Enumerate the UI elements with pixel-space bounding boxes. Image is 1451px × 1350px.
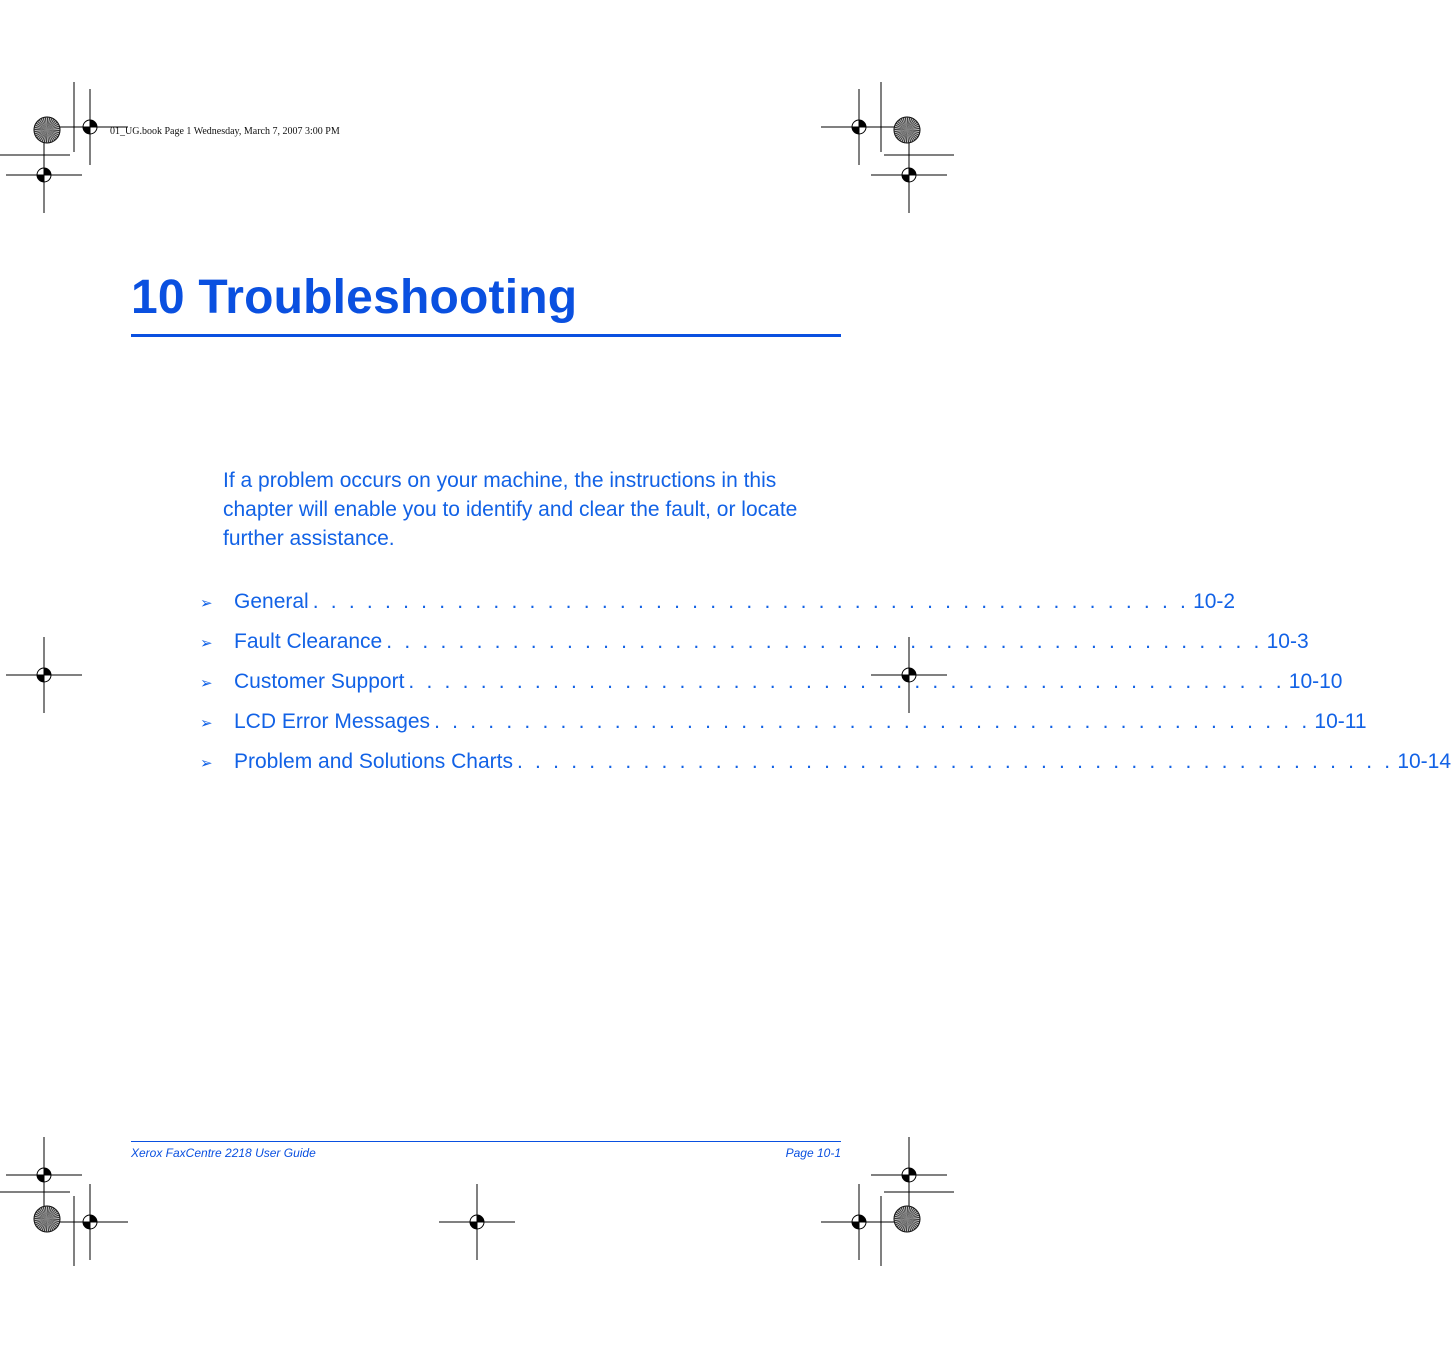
toc-page-number: 10-3: [1266, 630, 1309, 653]
footer-rule: [131, 1141, 841, 1142]
crosshair-mark-icon: [821, 89, 897, 165]
toc-page-number: 10-11: [1314, 710, 1367, 733]
toc-item-fault-clearance[interactable]: [200, 622, 1309, 662]
star-target-icon: [34, 1206, 60, 1232]
toc-label: General: [234, 590, 309, 613]
footer-page-number: Page 10-1: [785, 1146, 841, 1160]
toc-page-number: 10-14: [1397, 750, 1451, 773]
toc-item-general[interactable]: [200, 582, 1236, 622]
toc-page-number: 10-2: [1193, 590, 1236, 613]
star-target-icon: [34, 117, 60, 143]
arrow-bullet-icon: ➢: [200, 715, 213, 732]
toc-label: Customer Support: [234, 670, 405, 693]
toc-label: LCD Error Messages: [234, 710, 431, 733]
toc-leader-dots: . . . . . . . . . . . . . . . . . . . . . . . . . . . . . . . . . . . . . . . . . . . . . . . . .: [408, 670, 1285, 693]
arrow-bullet-icon: ➢: [200, 595, 213, 612]
arrow-bullet-icon: ➢: [200, 675, 213, 692]
toc-label: Fault Clearance: [234, 630, 383, 653]
crosshair-mark-icon: [871, 137, 947, 213]
title-rule: [131, 334, 841, 337]
toc-item-lcd-error-messages[interactable]: [200, 702, 1367, 742]
crosshair-mark-icon: [439, 1184, 515, 1260]
toc-leader-dots: . . . . . . . . . . . . . . . . . . . . . . . . . . . . . . . . . . . . . . . . . . . . . . . . .: [312, 590, 1190, 613]
crosshair-mark-icon: [6, 637, 82, 713]
arrow-bullet-icon: ➢: [200, 635, 213, 652]
toc-item-customer-support[interactable]: [200, 662, 1343, 702]
toc-leader-dots: . . . . . . . . . . . . . . . . . . . . . . . . . . . . . . . . . . . . . . . . . . . . . . . . .: [386, 630, 1263, 653]
crosshair-mark-icon: [52, 1184, 128, 1260]
print-slug: 01_UG.book Page 1 Wednesday, March 7, 2007 3:00 PM: [110, 126, 340, 137]
star-target-icon: [894, 1206, 920, 1232]
star-target-icon: [894, 117, 920, 143]
toc-page-number: 10-10: [1288, 670, 1343, 693]
arrow-bullet-icon: ➢: [200, 755, 213, 772]
toc-item-problem-and-solutions-charts[interactable]: [200, 742, 1451, 782]
toc-label: Problem and Solutions Charts: [234, 750, 513, 773]
chapter-title: 10 Troubleshooting: [131, 271, 578, 324]
toc-leader-dots: . . . . . . . . . . . . . . . . . . . . . . . . . . . . . . . . . . . . . . . . . . . . . . . . .: [434, 710, 1311, 733]
crosshair-mark-icon: [6, 1137, 82, 1213]
chapter-intro: If a problem occurs on your machine, the instructions in this chapter will enable you to identify and clear the fault, or locate further assistance.: [223, 469, 798, 550]
crosshair-mark-icon: [6, 137, 82, 213]
crosshair-mark-icon: [821, 1184, 897, 1260]
footer-guide-title: Xerox FaxCentre 2218 User Guide: [131, 1146, 316, 1160]
crosshair-mark-icon: [871, 1137, 947, 1213]
toc-leader-dots: . . . . . . . . . . . . . . . . . . . . . . . . . . . . . . . . . . . . . . . . . . . . . . . . .: [516, 750, 1394, 773]
table-of-contents: [200, 582, 1451, 782]
